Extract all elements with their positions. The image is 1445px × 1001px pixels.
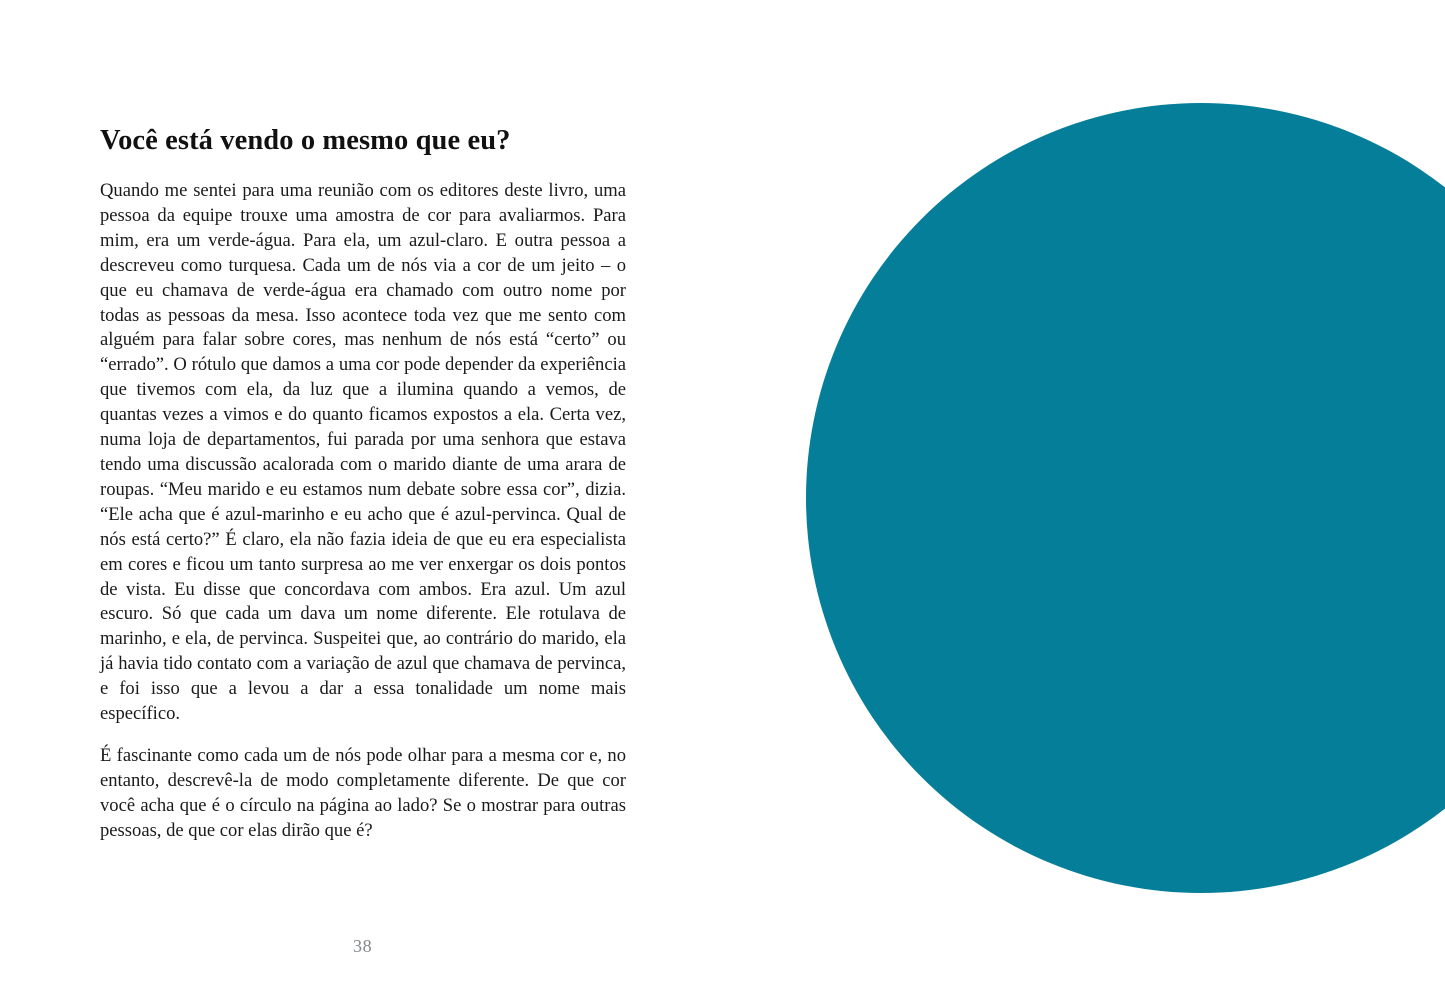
body-paragraph-2: É fascinante como cada um de nós pode olhar para a mesma cor e, no entanto, descrevê-la de modo completamente diferente. De que cor você acha que é o círculo na página ao lado? Se o mostrar para outras pessoas, de que cor elas dirão que é? [100,744,626,841]
body-paragraph-1: Quando me sentei para uma reunião com os editores deste livro, uma pessoa da equipe trouxe uma amostra de cor para avaliarmos. Para mim, era um verde-água. Para ela, um azul-claro. E outra pessoa a descreveu como turquesa. Cada um de nós via a cor de um jeito – o que eu chamava de verde-água era chamado com outro nome por todas as pessoas da mesa. Isso acontece toda vez que me sento com alguém para falar sobre cores, mas nenhum de nós está “certo” ou “errado”. O rótulo que damos a uma cor pode depender da experiência que tivemos com ela, da luz que a ilumina quando a vemos, de quantas vezes a vimos e do quanto ficamos expostos a ela. Certa vez, numa loja de departamentos, fui parada por uma senhora que estava tendo uma discussão acalorada com o marido diante de uma arara de roupas. “Meu marido e eu estamos num debate sobre essa cor”, dizia. “Ele acha que é azul-marinho e eu acho que é azul-pervinca. Qual de nós está certo?” É claro, ela não fazia ideia de que eu era especialista em cores e ficou um tanto surpresa ao me ver enxergar os dois pontos de vista. Eu disse que concordava com ambos. Era azul. Um azul escuro. Só que cada um dava um nome diferente. Ele rotulava de marinho, e ela, de pervinca. Suspeitei que, ao contrário do marido, ela já havia tido contato com a variação de azul que chamava de pervinca, e foi isso que a levou a dar a essa tonalidade um nome mais específico. [100,180,626,725]
text-column [100,124,626,844]
page-number: 38 [353,936,373,956]
page-title: Você está vendo o mesmo que eu? [100,125,511,156]
teal-circle-illustration [806,103,1445,893]
